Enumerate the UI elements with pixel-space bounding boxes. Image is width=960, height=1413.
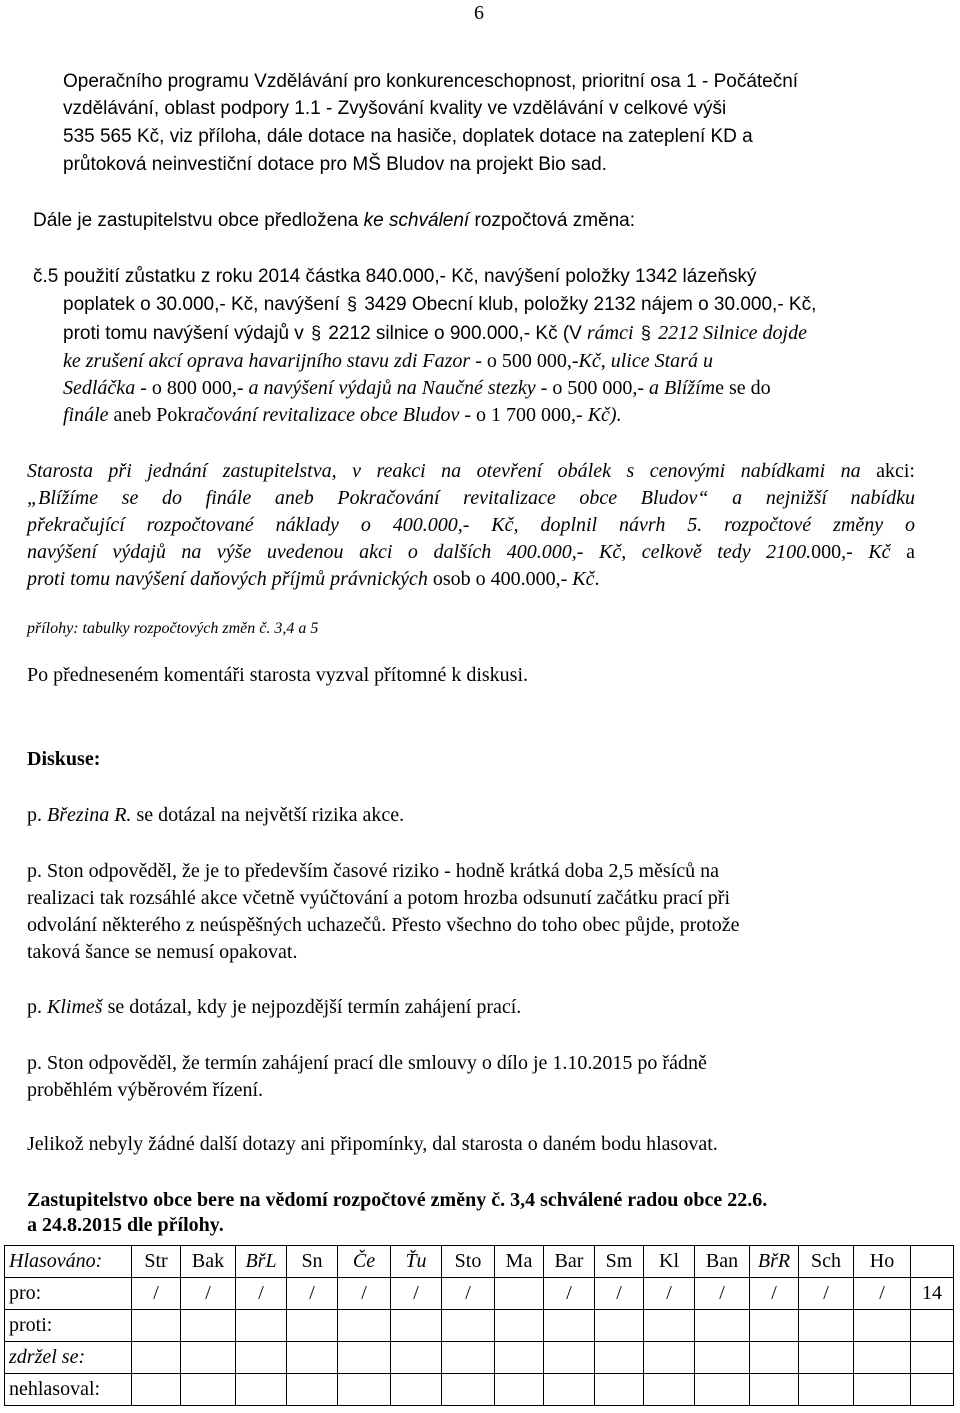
vote-mark (544, 1342, 595, 1374)
vote-mark: / (854, 1278, 911, 1310)
vote-mark (644, 1342, 695, 1374)
text-line: „Blížíme se do finále aneb Pokračování revitalizace obce Bludov“ a nejnižší nabídku (27, 487, 915, 509)
page-number: 6 (474, 2, 484, 24)
vote-mark (181, 1342, 236, 1374)
vote-mark (750, 1310, 799, 1342)
vote-row-label: proti: (5, 1310, 132, 1342)
vote-mark: / (287, 1278, 338, 1310)
vote-mark (236, 1374, 287, 1406)
vote-mark: / (338, 1278, 391, 1310)
vote-mark (132, 1342, 181, 1374)
vote-mark (644, 1310, 695, 1342)
discussion-invite: Po předneseném komentáři starosta vyzval přítomné k diskusi. (27, 664, 529, 686)
text-line: č.5 použití zůstatku z roku 2014 částka 840.000,- Kč, navýšení položky 1342 lázeňský (33, 266, 757, 287)
member-column-header: Str (132, 1246, 181, 1278)
vote-row-label: pro: (5, 1278, 132, 1310)
vote-mark (750, 1342, 799, 1374)
vote-header-label: Hlasováno: (5, 1246, 132, 1278)
vote-mark (695, 1310, 750, 1342)
text-line: překračující rozpočtované náklady o 400.000,- Kč, doplnil návrh 5. rozpočtové změny o (27, 514, 915, 536)
vote-mark (391, 1342, 442, 1374)
text-line: ke zrušení akcí oprava havarijního stavu zdi Fazor - o 500 000,-Kč, ulice Stará u (63, 350, 713, 372)
text-line: odvolání některého z neúspěšných uchazečů. Přesto všechno do toho obec půjde, protože (27, 914, 740, 936)
question-brezina: p. Březina R. se dotázal na největší rizika akce. (27, 804, 405, 826)
member-column-header: Ban (695, 1246, 750, 1278)
vote-row (5, 1310, 954, 1342)
question-klimes: p. Klimeš se dotázal, kdy je nejpozdější termín zahájení prací. (27, 996, 522, 1018)
member-column-header: Sn (287, 1246, 338, 1278)
vote-mark (644, 1374, 695, 1406)
text-line: proběhlém výběrovém řízení. (27, 1079, 264, 1101)
vote-mark: / (236, 1278, 287, 1310)
attachments-note: přílohy: tabulky rozpočtových změn č. 3,4 a 5 (27, 620, 319, 637)
vote-mark (495, 1342, 544, 1374)
vote-total: 14 (911, 1278, 954, 1310)
vote-row-label: nehlasoval: (5, 1374, 132, 1406)
member-column-header: Bar (544, 1246, 595, 1278)
vote-mark (442, 1342, 495, 1374)
member-column-header: Kl (644, 1246, 695, 1278)
vote-row (5, 1342, 954, 1374)
vote-mark (544, 1374, 595, 1406)
vote-mark (391, 1374, 442, 1406)
vote-mark: / (799, 1278, 854, 1310)
member-column-header: BřL (236, 1246, 287, 1278)
member-column-header: Sch (799, 1246, 854, 1278)
vote-row-label: zdržel se: (5, 1342, 132, 1374)
vote-mark (695, 1374, 750, 1406)
vote-mark (181, 1310, 236, 1342)
text-line: průtoková neinvestiční dotace pro MŠ Bludov na projekt Bio sad. (63, 154, 607, 175)
text-line: p. Ston odpověděl, že termín zahájení prací dle smlouvy o dílo je 1.10.2015 po řádně (27, 1052, 707, 1074)
member-column-header: Sm (595, 1246, 644, 1278)
vote-total (911, 1374, 954, 1406)
vote-mark (799, 1310, 854, 1342)
vote-mark (495, 1374, 544, 1406)
vote-mark: / (695, 1278, 750, 1310)
member-column-header: Bak (181, 1246, 236, 1278)
vote-mark: / (750, 1278, 799, 1310)
vote-mark (595, 1374, 644, 1406)
text-line: a 24.8.2015 dle přílohy. (27, 1214, 224, 1236)
vote-mark (544, 1310, 595, 1342)
vote-mark (338, 1342, 391, 1374)
vote-mark (495, 1310, 544, 1342)
text-line: Starosta při jednání zastupitelstva, v reakci na otevření obálek s cenovými nabídkami na akci: (27, 460, 915, 482)
vote-mark (799, 1342, 854, 1374)
total-column-header (911, 1246, 954, 1278)
vote-total (911, 1342, 954, 1374)
text-line: navýšení výdajů na výše uvedenou akci o dalších 400.000,- Kč, celkově tedy 2100.000,- Kč a (27, 541, 915, 563)
member-column-header: Ho (854, 1246, 911, 1278)
vote-mark (181, 1374, 236, 1406)
text-line: poplatek o 30.000,- Kč, navýšení § 3429 Obecní klub, položky 2132 nájem o 30.000,- Kč, (63, 294, 817, 315)
vote-mark: / (132, 1278, 181, 1310)
text-line: p. Ston odpověděl, že je to především časové riziko - hodně krátká doba 2,5 měsíců na (27, 860, 720, 882)
vote-header-row (5, 1246, 954, 1278)
vote-mark (442, 1374, 495, 1406)
vote-mark: / (391, 1278, 442, 1310)
vote-mark: / (644, 1278, 695, 1310)
member-column-header: BřR (750, 1246, 799, 1278)
text-line: Zastupitelstvo obce bere na vědomí rozpočtové změny č. 3,4 schválené radou obce 22.6. (27, 1189, 768, 1211)
vote-mark: / (181, 1278, 236, 1310)
vote-mark (236, 1342, 287, 1374)
text-line: Operačního programu Vzdělávání pro konkurenceschopnost, prioritní osa 1 - Počáteční (63, 71, 799, 92)
vote-mark: / (595, 1278, 644, 1310)
text-line: proti tomu navýšení daňových příjmů právnických osob o 400.000,- Kč. (27, 568, 600, 590)
vote-mark (695, 1342, 750, 1374)
vote-total (911, 1310, 954, 1342)
text-line: vzdělávání, oblast podpory 1.1 - Zvyšování kvality ve vzdělávání v celkové výši (63, 98, 727, 119)
vote-mark (132, 1374, 181, 1406)
text-line: proti tomu navýšení výdajů v § 2212 silnice o 900.000,- Kč (V rámci § 2212 Silnice dojde (63, 322, 807, 344)
vote-mark (391, 1310, 442, 1342)
vote-mark (338, 1374, 391, 1406)
member-column-header: Če (338, 1246, 391, 1278)
vote-mark (236, 1310, 287, 1342)
budget-change-intro: Dále je zastupitelstvu obce předložena ke schválení rozpočtová změna: (33, 210, 636, 231)
section-sign-icon: § (311, 323, 322, 343)
discussion-heading: Diskuse: (27, 748, 101, 770)
text-line: realizaci tak rozsáhlé akce včetně vyúčtování a potom hrozba odsunutí začátku prací při (27, 887, 731, 909)
vote-mark: / (544, 1278, 595, 1310)
vote-mark (750, 1374, 799, 1406)
vote-mark (799, 1374, 854, 1406)
text-line: taková šance se nemusí opakovat. (27, 941, 298, 963)
vote-mark (854, 1374, 911, 1406)
vote-mark (442, 1310, 495, 1342)
vote-mark (338, 1310, 391, 1342)
text-line: Sedláčka - o 800 000,- a navýšení výdajů na Naučné stezky - o 500 000,- a Blížíme se do (63, 377, 771, 399)
vote-mark (595, 1310, 644, 1342)
member-column-header: Ma (495, 1246, 544, 1278)
vote-mark (495, 1278, 544, 1310)
vote-row (5, 1278, 954, 1310)
section-sign-icon: § (640, 323, 651, 343)
text-line: finále aneb Pokračování revitalizace obce Bludov - o 1 700 000,- Kč). (63, 404, 622, 426)
text-line: 535 565 Kč, viz příloha, dále dotace na hasiče, doplatek dotace na zateplení KD a (63, 126, 753, 147)
vote-mark: / (442, 1278, 495, 1310)
vote-mark (132, 1310, 181, 1342)
vote-mark (854, 1342, 911, 1374)
vote-mark (287, 1342, 338, 1374)
vote-table (4, 1245, 954, 1406)
vote-mark (287, 1310, 338, 1342)
voting-call: Jelikož nebyly žádné další dotazy ani připomínky, dal starosta o daném bodu hlasovat. (27, 1133, 718, 1155)
vote-mark (287, 1374, 338, 1406)
member-column-header: Ťu (391, 1246, 442, 1278)
member-column-header: Sto (442, 1246, 495, 1278)
vote-mark (595, 1342, 644, 1374)
vote-mark (854, 1310, 911, 1342)
section-sign-icon: § (347, 294, 358, 314)
vote-row (5, 1374, 954, 1406)
